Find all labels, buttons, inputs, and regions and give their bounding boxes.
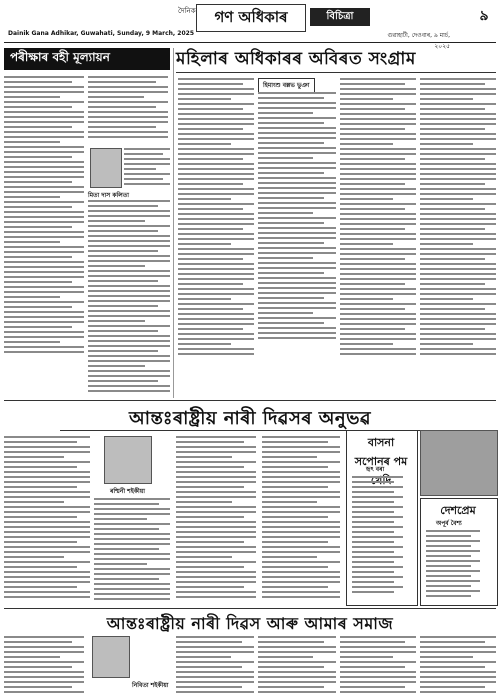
experience-column-2: [94, 498, 170, 604]
women-rights-headline: মহিলাৰ অধিকাৰৰ অবিৰত সংগ্ৰাম: [176, 46, 496, 73]
poem-one-title: বাসনা সপোনৰ পম: [354, 436, 408, 468]
column-divider: [173, 48, 174, 398]
experience-column-1: [4, 436, 90, 604]
edition-line: Dainik Gana Adhikar, Guwahati, Sunday, 9 March, 2025: [8, 30, 195, 37]
poem-two-body: [426, 530, 490, 600]
women-rights-column-2: [258, 92, 336, 394]
experience-byline: ৰশ্মিনী শইকীয়া: [110, 488, 146, 495]
women-rights-byline: হিমাংশু বল্লভ ভুঞা: [258, 78, 315, 93]
poem-one-body: [352, 476, 412, 598]
society-byline: নিবিতা শইকীয়া: [132, 682, 169, 689]
book-review-column-1: [4, 76, 84, 394]
book-review-column-2: [88, 76, 168, 142]
book-review-byline: মিতা দাস কলিতা: [88, 192, 129, 199]
masthead: [0, 0, 500, 50]
society-column-3: [258, 636, 336, 698]
date-line: গুৱাহাটী, দেওবাৰ, ৯ মাৰ্চ, ২০২৫: [387, 32, 450, 50]
women-rights-column-1: [178, 78, 254, 394]
poem-one-author: হৃৎ বৰা: [366, 466, 385, 473]
womens-day-experience-headline: আন্তঃৰাষ্ট্ৰীয় নাৰী দিৱসৰ অনুভৱ: [128, 408, 372, 429]
womens-day-society-headline: আন্তঃৰাষ্ট্ৰীয় নাৰী দিৱস আৰু আমাৰ সমাজ: [106, 614, 394, 633]
society-column-4: [340, 636, 416, 698]
book-review-headline: পৰীক্ষাৰ বহী মূল্যায়ন: [4, 48, 170, 70]
women-rights-column-3: [340, 78, 416, 394]
women-rights-column-4: [420, 78, 496, 394]
book-review-column-2c: [88, 200, 170, 394]
page-number: ৯: [479, 8, 489, 24]
paper-name-logo: [196, 4, 306, 32]
masthead-rule: [4, 42, 496, 43]
masthead-daily-label: দৈনিক: [178, 7, 196, 15]
paper-name: গণ অধিকাৰ: [214, 7, 288, 26]
society-column-2: [176, 636, 254, 698]
flower-photo: [420, 430, 498, 496]
book-review-author-photo: [90, 148, 122, 188]
section-label: বিচিত্ৰা: [310, 8, 370, 26]
society-column-5: [420, 636, 496, 698]
book-review-column-2b: [124, 148, 170, 188]
experience-column-3: [176, 436, 256, 604]
poem-two-author: অপূৰ্ব বৈশ্য: [436, 520, 462, 527]
section-divider-2: [4, 608, 496, 609]
society-author-photo: [92, 636, 130, 678]
poem-two-title: দেশপ্ৰেম: [440, 504, 476, 517]
experience-column-4: [262, 436, 340, 604]
section-divider-1: [4, 400, 496, 401]
society-column-1: [4, 636, 84, 698]
experience-author-photo: [104, 436, 152, 484]
